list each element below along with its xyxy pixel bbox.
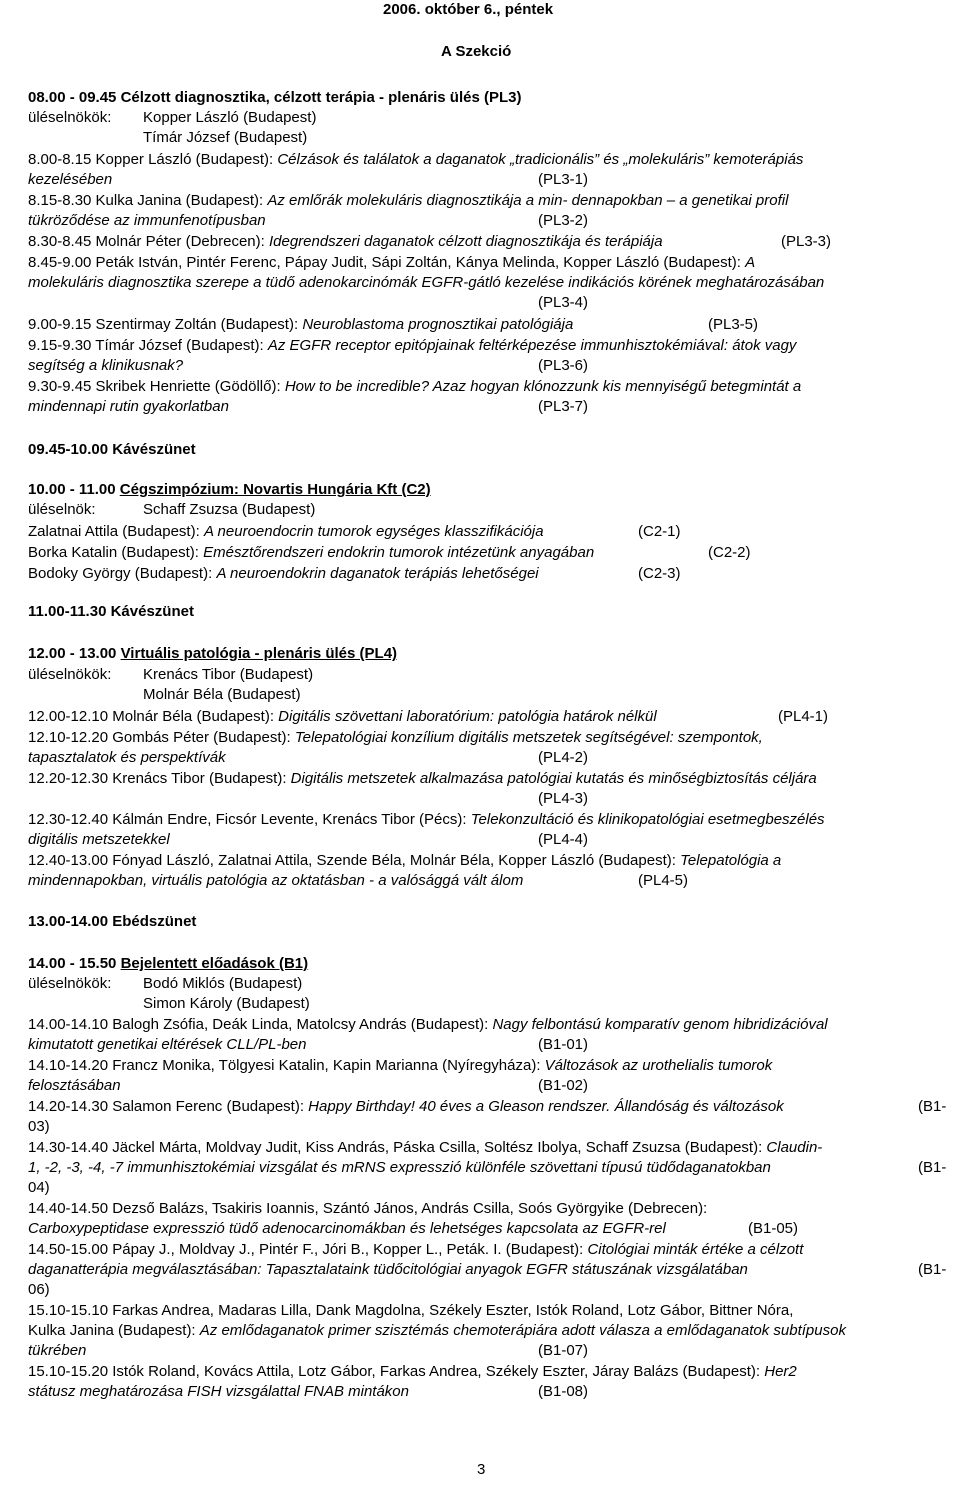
- talk-title: Az emlőrák molekuláris diagnosztikája a min- dennapokban – a genetikai profil: [267, 192, 789, 209]
- chair-name: Krenács Tibor (Budapest): [143, 666, 314, 683]
- talk-time-author: 14.30-14.40 Jäckel Márta, Moldvay Judit, Kiss András, Páska Csilla, Soltész Ibolya, Schaff Zsuzsa (Budapest):: [28, 1139, 763, 1156]
- talk-title: Telepatológia a: [680, 852, 782, 869]
- talk-time-author: 9.30-9.45 Skribek Henriette (Gödöllő):: [28, 378, 281, 395]
- talk-time-author: 8.30-8.45 Molnár Péter (Debrecen):: [28, 233, 265, 250]
- talk-title: How to be incredible? Azaz hogyan klónozzunk kis mennyiségű betegmintát a: [284, 378, 802, 395]
- talk-code: (C2-3): [638, 565, 681, 582]
- talk-code: (PL3-3): [781, 233, 832, 250]
- talk-code: (PL3-1): [538, 171, 589, 188]
- talk-time-author: 14.00-14.10 Balogh Zsófia, Deák Linda, Matolcsy András (Budapest):: [28, 1016, 489, 1033]
- chair-label: üléselnök:: [28, 501, 96, 518]
- talk-title: Emésztőrendszeri endokrin tumorok intézetünk anyagában: [203, 544, 595, 561]
- talk-code: (PL3-4): [538, 294, 589, 311]
- talk-title: Idegrendszeri daganatok célzott diagnosztikája és terápiája: [268, 233, 663, 250]
- talk-title: A neuroendocrin tumorok egységes klasszifikációja: [203, 523, 544, 540]
- chairs-label: üléselnökök:: [28, 666, 112, 683]
- talk-title: Célzások és találatok a daganatok „tradicionális” és „molekuláris” kemoterápiás: [277, 151, 804, 168]
- talk-title: tapasztalatok és perspektívák: [28, 749, 226, 766]
- talk-title: tükrében: [28, 1342, 87, 1359]
- talk-code: (PL4-3): [538, 790, 589, 807]
- talk-code: (B1-: [918, 1098, 947, 1115]
- talk-code: (B1-07): [538, 1342, 589, 1359]
- chair-name: Bodó Miklós (Budapest): [143, 975, 303, 992]
- talk-time-author: 12.40-13.00 Fónyad László, Zalatnai Attila, Szende Béla, Molnár Béla, Kopper László (Budapest):: [28, 852, 676, 869]
- chairs-label: üléselnökök:: [28, 975, 112, 992]
- chairs-label: üléselnökök:: [28, 109, 112, 126]
- chair-name: Molnár Béla (Budapest): [143, 686, 301, 703]
- talk-title: daganatterápia megválasztásában: Tapasztalataink tüdőcitológiai anyagok EGFR státuszának vizsgálatában: [28, 1261, 748, 1278]
- pl3-title: 08.00 - 09.45 Célzott diagnosztika, célzott terápia - plenáris ülés (PL3): [28, 89, 522, 106]
- talk-code: (B1-: [918, 1261, 947, 1278]
- talk-title: Az EGFR receptor epitópjainak feltérképezése immunhisztokémiával: átok vagy: [267, 337, 797, 354]
- talk-title: segítség a klinikusnak?: [28, 357, 184, 374]
- talk-title: 1, -2, -3, -4, -7 immunhisztokémiai vizsgálat és mRNS expresszió különféle szövettani típusú tüdődaganatokban: [28, 1159, 771, 1176]
- talk-time-author: 12.10-12.20 Gombás Péter (Budapest):: [28, 729, 291, 746]
- break-label: 11.00-11.30 Kávészünet: [28, 603, 194, 620]
- talk-code: (PL4-1): [778, 708, 829, 725]
- page-number: 3: [477, 1461, 486, 1478]
- talk-title: Carboxypeptidase expresszió tüdő adenocarcinomákban és lehetséges kapcsolata az EGFR-rel: [28, 1220, 666, 1237]
- session-time: 14.00 - 15.50: [28, 955, 117, 972]
- talk-time-author: 8.15-8.30 Kulka Janina (Budapest):: [28, 192, 264, 209]
- talk-title: digitális metszetekkel: [28, 831, 170, 848]
- talk-code: (PL3-2): [538, 212, 589, 229]
- break-label: 09.45-10.00 Kávészünet: [28, 441, 196, 458]
- talk-time-author: 12.20-12.30 Krenács Tibor (Budapest):: [28, 770, 287, 787]
- talk-title: Claudin-: [766, 1139, 823, 1156]
- talk-code: (C2-1): [638, 523, 681, 540]
- session-time: 10.00 - 11.00: [28, 481, 116, 498]
- talk-code: (B1-: [918, 1159, 947, 1176]
- session-time: 12.00 - 13.00: [28, 645, 117, 662]
- talk-code: (PL4-2): [538, 749, 589, 766]
- talk-title: Her2: [764, 1363, 797, 1380]
- talk-title: molekuláris diagnosztika szerepe a tüdő adenokarcinómák EGFR-gátló kezelése indikációs körének meghatározásában: [28, 274, 825, 291]
- talk-code: 03): [28, 1118, 50, 1135]
- chair-name: Kopper László (Budapest): [143, 109, 317, 126]
- talk-title: Nagy felbontású komparatív genom hibridizációval: [492, 1016, 828, 1033]
- talk-code: (C2-2): [708, 544, 751, 561]
- talk-title: Az emlődaganatok primer szisztémás chemoterápiára adott válasza a emlődaganatok subtípusok: [199, 1322, 846, 1339]
- talk-code: (B1-08): [538, 1383, 589, 1400]
- talk-author: Bodoky György (Budapest):: [28, 565, 213, 582]
- break-label: 13.00-14.00 Ebédszünet: [28, 913, 197, 930]
- talk-code: (PL3-5): [708, 316, 759, 333]
- talk-title: státusz meghatározása FISH vizsgálattal FNAB mintákon: [28, 1383, 409, 1400]
- talk-code: (B1-02): [538, 1077, 589, 1094]
- talk-title: Digitális metszetek alkalmazása patológiai kutatás és minőségbiztosítás céljára: [290, 770, 817, 787]
- talk-time-author: 9.00-9.15 Szentirmay Zoltán (Budapest):: [28, 316, 299, 333]
- talk-time-author: 12.00-12.10 Molnár Béla (Budapest):: [28, 708, 274, 725]
- session-title: Virtuális patológia - plenáris ülés (PL4): [120, 645, 398, 662]
- talk-code: (B1-01): [538, 1036, 589, 1053]
- talk-title: Neuroblastoma prognosztikai patológiája: [302, 316, 574, 333]
- talk-title: kimutatott genetikai eltérések CLL/PL-ben: [28, 1036, 307, 1053]
- talk-code: 06): [28, 1281, 50, 1298]
- talk-time-author: 14.10-14.20 Francz Monika, Tölgyesi Katalin, Kapin Marianna (Nyíregyháza):: [28, 1057, 541, 1074]
- talk-title: kezelésében: [28, 171, 113, 188]
- talk-code: (PL4-5): [638, 872, 689, 889]
- talk-code: (PL3-6): [538, 357, 589, 374]
- talk-title: A: [745, 254, 756, 271]
- talk-title: tükröződése az immunfenotípusban: [28, 212, 266, 229]
- talk-code: (PL3-7): [538, 398, 589, 415]
- chair-name: Schaff Zsuzsa (Budapest): [143, 501, 316, 518]
- talk-title: A neuroendokrin daganatok terápiás lehetőségei: [216, 565, 539, 582]
- talk-title: Happy Birthday! 40 éves a Gleason rendszer. Állandóság és változások: [308, 1098, 784, 1115]
- talk-title: felosztásában: [28, 1077, 121, 1094]
- talk-code: (B1-05): [748, 1220, 799, 1237]
- session-title: Bejelentett előadások (B1): [120, 955, 309, 972]
- talk-time-author: 9.15-9.30 Tímár József (Budapest):: [28, 337, 264, 354]
- talk-time-author: 14.50-15.00 Pápay J., Moldvay J., Pintér F., Jóri B., Kopper L., Peták. I. (Budapest):: [28, 1241, 584, 1258]
- chair-name: Tímár József (Budapest): [143, 129, 308, 146]
- talk-time-author: 15.10-15.20 Istók Roland, Kovács Attila, Lotz Gábor, Farkas Andrea, Székely Eszter, Járay Balázs (Budapest):: [28, 1363, 761, 1380]
- header-date: 2006. október 6., péntek: [383, 1, 554, 18]
- talk-title: mindennapi rutin gyakorlatban: [28, 398, 229, 415]
- chair-name: Simon Károly (Budapest): [143, 995, 310, 1012]
- session-title: Cégszimpózium: Novartis Hungária Kft (C2): [119, 481, 431, 498]
- talk-title: mindennapokban, virtuális patológia az oktatásban - a valósággá vált álom: [28, 872, 524, 889]
- talk-author: Zalatnai Attila (Budapest):: [28, 523, 200, 540]
- talk-code: 04): [28, 1179, 50, 1196]
- talk-time-author: 14.40-14.50 Dezső Balázs, Tsakiris Ioannis, Szántó János, András Csilla, Soós Györgyike (Debrecen):: [28, 1200, 708, 1217]
- talk-author: Kulka Janina (Budapest):: [28, 1322, 196, 1339]
- talk-title: Telekonzultáció és klinikopatológiai esetmegbeszélés: [470, 811, 825, 828]
- talk-time-author: 15.10-15.10 Farkas Andrea, Madaras Lilla, Dank Magdolna, Székely Eszter, Istók Roland, Lotz Gábor, Bittner Nóra,: [28, 1302, 794, 1319]
- talk-author: Borka Katalin (Budapest):: [28, 544, 199, 561]
- talk-title: Citológiai minták értéke a célzott: [587, 1241, 804, 1258]
- section-title: A Szekció: [441, 43, 512, 60]
- talk-title: Változások az urothelialis tumorok: [544, 1057, 773, 1074]
- talk-time-author: 8.00-8.15 Kopper László (Budapest):: [28, 151, 274, 168]
- talk-code: (PL4-4): [538, 831, 589, 848]
- talk-title: Digitális szövettani laboratórium: patológia határok nélkül: [278, 708, 657, 725]
- talk-time-author: 14.20-14.30 Salamon Ferenc (Budapest):: [28, 1098, 304, 1115]
- talk-title: Telepatológiai konzílium digitális metszetek segítségével: szempontok,: [294, 729, 763, 746]
- talk-time-author: 8.45-9.00 Peták István, Pintér Ferenc, Pápay Judit, Sápi Zoltán, Kánya Melinda, Kopper László (Budapest):: [28, 254, 741, 271]
- talk-time-author: 12.30-12.40 Kálmán Endre, Ficsór Levente, Krenács Tibor (Pécs):: [28, 811, 467, 828]
